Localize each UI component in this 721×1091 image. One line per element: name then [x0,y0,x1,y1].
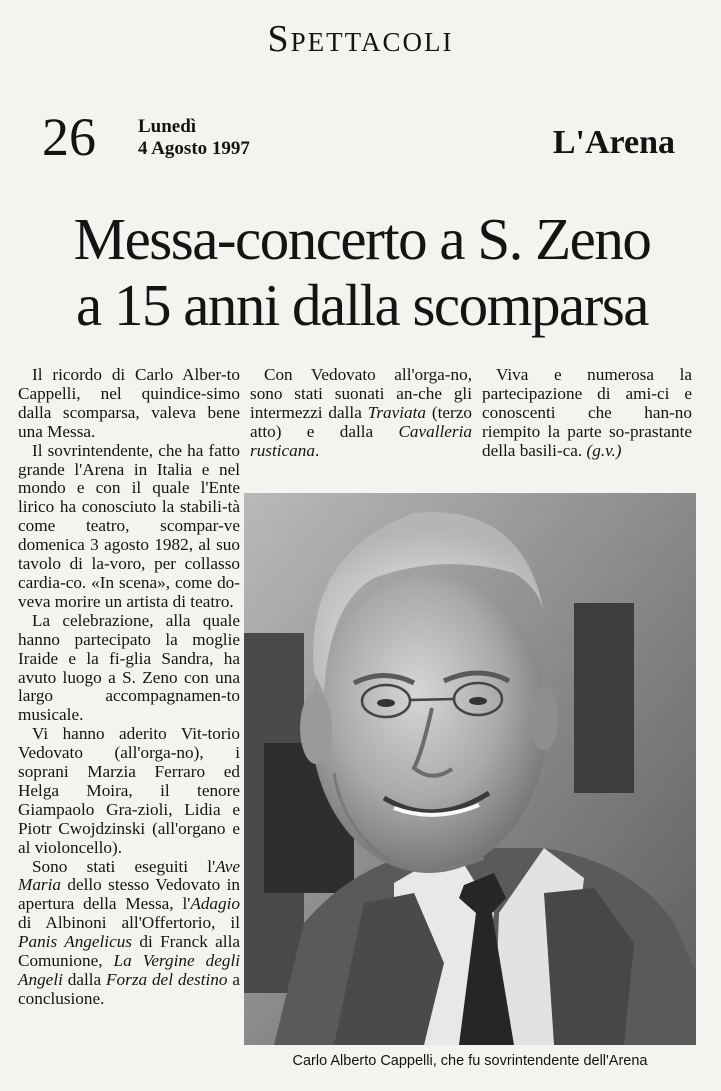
title-traviata: Traviata [367,402,427,422]
title-forza-del-destino: Forza del destino [106,970,228,989]
article-column-2 [250,366,472,461]
text: a conclusione. [18,970,241,1008]
text: . [314,440,320,460]
article-column-3 [482,366,692,461]
text: Viva e numerosa la partecipazione di ami-ci e conoscenti che han-no riempito la parte so-prastante della basili-ca. [482,365,692,460]
headline [22,206,702,338]
headline-line-2: a 15 anni dalla scomparsa [76,272,648,338]
paragraph: Il ricordo di Carlo Alber-to Cappelli, nel quindice-simo dalla scomparsa, valeva bene una Messa. [18,365,240,441]
text: dello stesso Vedovato in apertura della Messa, l' [18,875,240,914]
paragraph [482,366,692,461]
dateline-date: 4 Agosto 1997 [138,138,250,159]
paragraph: Vi hanno aderito Vit-torio Vedovato (all'orga-no), i soprani Marzia Ferraro ed Helga Moira, il tenore Giampaolo Gra-zioli, Lidia e Piotr Cwojdzinski (all'organo e al violoncello). [18,724,240,857]
title-adagio: Adagio [190,894,240,914]
title-ave-maria: Ave Maria [18,856,240,895]
text: di Albinoni all'Offertorio, il [18,913,240,933]
text: (terzo atto) e dalla [250,402,472,441]
article-column-1 [18,366,240,1009]
paragraph [250,366,472,461]
signature: (g.v.) [586,440,622,460]
title-vergine-degli-angeli: La Vergine degli Angeli [18,951,240,989]
paragraph: La celebrazione, alla quale hanno partecipato la moglie Iraide e la fi-glia Sandra, ha avuto luogo a S. Zeno con una largo accompagnamen-to musicale. [18,610,240,725]
headline-line-1: Messa-concerto a S. Zeno [73,206,651,272]
paragraph [18,858,240,1009]
title-cavalleria-rusticana: Cavalleria rusticana [250,421,472,460]
text: dalla [62,970,107,989]
paragraph: Il sovrintendente, che ha fatto grande l'Arena in Italia e nel mondo e con il quale l'Ente lirico ha conosciuto la stabili-tà come teatro, scompar-ve domenica 3 agosto 1982, al suo tavolo di la-voro, per collasso cardia-co. «In scena», come do-veva morire un artista di teatro. [18,440,240,611]
portrait-illustration [244,493,696,1045]
page-number: 26 [42,107,96,167]
section-title: Spettacoli [267,18,454,60]
photo-caption: Carlo Alberto Cappelli, che fu sovrintendente dell'Arena [292,1053,648,1069]
newspaper-name: L'Arena [552,124,675,161]
dateline [138,116,250,160]
text: Sono stati eseguiti l' [32,856,216,876]
text: di Franck alla Comunione, [18,932,240,971]
title-panis-angelicus: Panis Angelicus [18,932,132,952]
portrait-photo [244,493,696,1045]
dateline-day: Lunedì [138,116,197,137]
text: Con Vedovato all'orga-no, sono stati suonati an-che gli intermezzi dalla [250,365,472,422]
